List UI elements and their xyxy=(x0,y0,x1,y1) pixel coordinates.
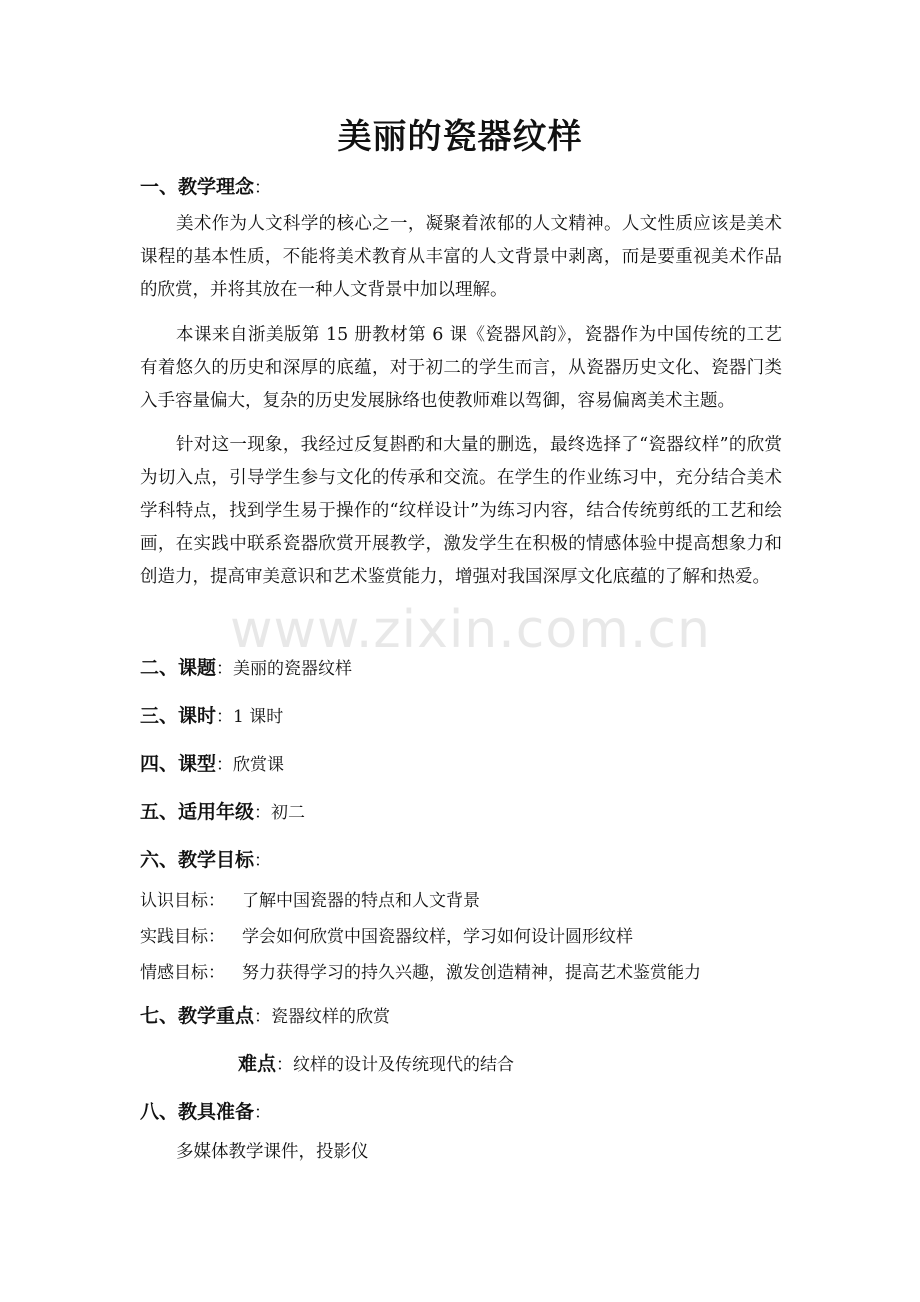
section-heading-label: 八、教具准备 xyxy=(140,1101,255,1123)
goal-row-emotional xyxy=(140,958,701,988)
section-heading-colon: ： xyxy=(254,1103,272,1123)
teaching-aids-content: 多媒体教学课件，投影仪 xyxy=(176,1142,369,1162)
paragraph-2: 本课来自浙美版第 15 册教材第 6 课《瓷器风韵》，瓷器作为中国传统的工艺有着悠久的历史和深厚的底蕴，对于初二的学生而言，从瓷器历史文化、瓷器门类入手容量偏大，复杂的历史发展脉络也使教师难以驾御，容易偏离美术主题。 xyxy=(140,325,782,411)
goal-row-cognitive xyxy=(140,886,480,916)
difficulty-value: ：纹样的设计及传统现代的结合 xyxy=(276,1055,515,1075)
section-heading-label: 三、课时 xyxy=(140,705,217,727)
section-heading-grade xyxy=(140,797,305,828)
difficulty-line xyxy=(238,1049,514,1080)
section-heading-topic xyxy=(140,653,352,684)
goal-text: 努力获得学习的持久兴趣，激发创造精神，提高艺术鉴赏能力 xyxy=(242,963,701,983)
section-heading-label: 二、课题 xyxy=(140,657,217,679)
difficulty-label: 难点 xyxy=(238,1053,277,1075)
goal-label: 实践目标： xyxy=(140,927,225,947)
section-heading-label: 七、教学重点 xyxy=(140,1005,255,1027)
paragraph-1: 美术作为人文科学的核心之一，凝聚着浓郁的人文精神。人文性质应该是美术课程的基本性质，不能将美术教育从丰富的人文背景中剥离，而是要重视美术作品的欣赏，并将其放在一种人文背景中加以理解。 xyxy=(140,214,782,300)
section-heading-class-type xyxy=(140,749,284,780)
paragraph-3: 针对这一现象，我经过反复斟酌和大量的删选，最终选择了“瓷器纹样”的欣赏为切入点，引导学生参与文化的传承和交流。在学生的作业练习中，充分结合美术学科特点，找到学生易于操作的“纹样设计”为练习内容，结合传统剪纸的工艺和绘画，在实践中联系瓷器欣赏开展教学，激发学生在积极的情感体验中提高想象力和创造力，提高审美意识和艺术鉴赏能力，增强对我国深厚文化底蕴的了解和热爱。 xyxy=(140,435,782,587)
section-heading-key-points xyxy=(140,1001,390,1032)
goal-label: 情感目标： xyxy=(140,963,225,983)
goal-label: 认识目标： xyxy=(140,891,225,911)
section-heading-teaching-aids xyxy=(140,1097,271,1128)
goal-row-practice xyxy=(140,922,633,952)
section-heading-class-hours xyxy=(140,701,283,732)
document-title: 美丽的瓷器纹样 xyxy=(337,117,583,157)
section-heading-label: 一、教学理念 xyxy=(140,176,255,198)
goal-text: 学会如何欣赏中国瓷器纹样，学习如何设计圆形纹样 xyxy=(242,927,633,947)
watermark: www.zixin.com.cn xyxy=(230,600,711,660)
section-heading-colon: ： xyxy=(254,851,272,871)
topic-value: ：美丽的瓷器纹样 xyxy=(216,659,353,679)
grade-value: ：初二 xyxy=(254,803,306,823)
section-heading-label: 五、适用年级 xyxy=(140,801,255,823)
class-hours-value: ：1 课时 xyxy=(216,707,284,727)
section-heading-teaching-philosophy xyxy=(140,172,271,203)
key-points-value: ：瓷器纹样的欣赏 xyxy=(254,1007,391,1027)
section-heading-colon: ： xyxy=(254,178,272,198)
class-type-value: ：欣赏课 xyxy=(216,755,285,775)
goal-text: 了解中国瓷器的特点和人文背景 xyxy=(242,891,480,911)
section-heading-label: 六、教学目标 xyxy=(140,849,255,871)
section-heading-teaching-goals xyxy=(140,845,271,876)
section-heading-label: 四、课型 xyxy=(140,753,217,775)
